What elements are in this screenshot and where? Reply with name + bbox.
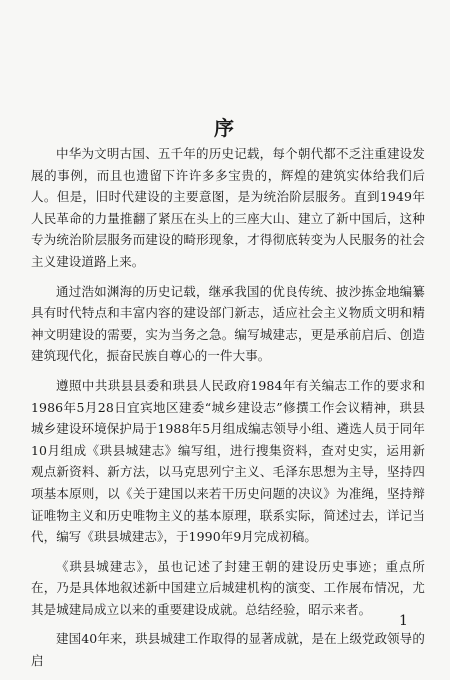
paragraph: 建国40年来，珙县城建工作取得的显著成就，是在上级党政领导的启 [31, 631, 425, 669]
paragraph: 中华为文明古国、五千年的历史记载，每个朝代都不乏注重建设发展的事例，而且也遗留下许许多多宝贵的，辉煌的建筑实体给我们后人。但是，旧时代建设的主要意图，是为统治阶层服务。直到1949年人民革命的力量推翻了紧压在头上的三座大山、建立了新中国后，这种专为统治阶层服务而建设的畸形现象，才得彻底转变为人民服务的社会主义建设道路上来。 [31, 146, 425, 269]
paragraph: 通过浩如渊海的历史记载，继承我国的优良传统、披沙拣金地编纂具有时代特点和丰富内容的建设部门新志，适应社会主义物质文明和精神文明建设的需要，实为当务之急。编写城建志，更是承前启后、创造建筑现代化，振奋民族自尊心的一件大事。 [31, 283, 425, 364]
paragraph: 遵照中共珙县县委和珙县人民政府1984年有关编志工作的要求和1986年5月28日宜宾地区建委“城乡建设志”修撰工作会议精神，珙县城乡建设环境保护局于1988年5月组成编志领导小组、遴选人员于同年10月组成《珙县城建志》编写组，进行搜集资料，查对史实，运用新观点新资料、新方法，以马克思列宁主义、毛泽东思想为主导，坚持四项基本原则，以《关于建国以来若干历史问题的决议》为准绳，坚持辩证唯物主义和历史唯物主义的基本原理，联系实际，简述过去，详记当代，编写《珙县城建志》，于1990年9月完成初稿。 [31, 377, 425, 545]
preface-body [31, 143, 425, 680]
page-number: 1 [399, 613, 408, 629]
paragraph: 《珙县城建志》，虽也记述了封建王朝的建设历史事迹；重点所在，乃是具体地叙述新中国建立后城建机构的演变、工作展布情况，尤其是城建局成立以来的重要建设成就。总结经验，昭示来者。 [31, 558, 425, 617]
preface-title: 序 [214, 116, 236, 140]
